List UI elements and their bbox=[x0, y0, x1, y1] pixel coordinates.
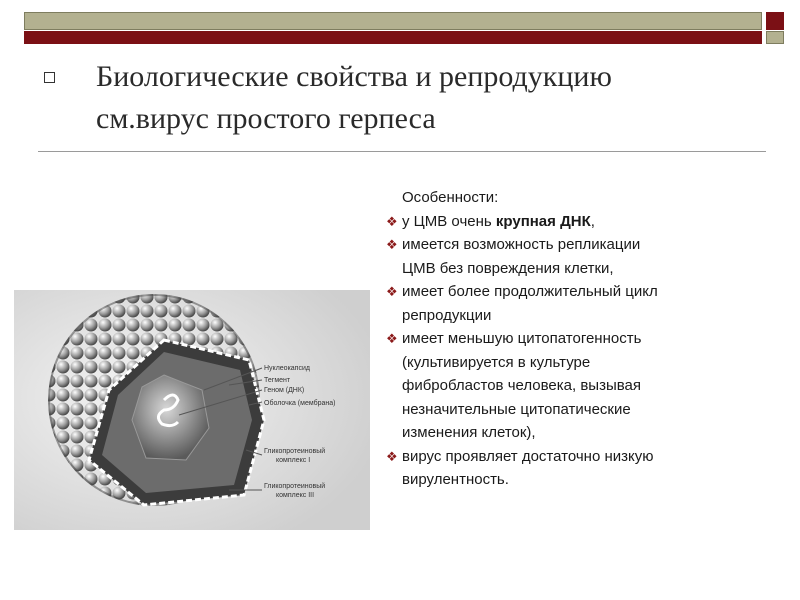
label-glyco3-line1: Гликопротеиновый bbox=[264, 483, 326, 490]
label-envelope: Оболочка (мембрана) bbox=[264, 400, 336, 407]
diamond-bullet-icon: ❖ bbox=[386, 448, 398, 464]
item-1-prefix: у ЦМВ очень bbox=[402, 212, 496, 230]
list-item bbox=[386, 445, 786, 492]
title-divider bbox=[38, 151, 766, 152]
item-3-line-1: имеет более продолжительный цикл bbox=[402, 283, 658, 300]
label-genome: Геном (ДНК) bbox=[264, 387, 305, 394]
square-bullet-icon bbox=[44, 72, 55, 83]
label-glyco1-line2: комплекс I bbox=[276, 457, 311, 464]
maroon-band bbox=[24, 31, 762, 44]
label-tegument: Тегмент bbox=[264, 377, 291, 384]
list-item bbox=[386, 233, 786, 280]
item-2-line-2: ЦМВ без повреждения клетки, bbox=[402, 259, 614, 277]
label-glyco3-line2: комплекс III bbox=[276, 492, 315, 499]
title-line-2: см.вирус простого герпеса bbox=[96, 102, 436, 135]
item-3-line-2: репродукции bbox=[402, 306, 492, 324]
diamond-bullet-icon: ❖ bbox=[386, 237, 398, 252]
title-line-1: Биологические свойства и репродукцию bbox=[96, 60, 612, 93]
list-item bbox=[386, 280, 786, 327]
diamond-bullet-icon: ❖ bbox=[386, 213, 398, 229]
features-list bbox=[386, 186, 786, 492]
item-1-bold: крупная ДНК bbox=[495, 212, 591, 230]
diamond-bullet-icon: ❖ bbox=[386, 331, 398, 346]
list-item bbox=[386, 327, 786, 445]
top-decoration bbox=[0, 0, 800, 46]
item-4-line-5: изменения клеток), bbox=[402, 424, 536, 441]
item-5-line-1: вирус проявляет достаточно низкую bbox=[402, 447, 654, 465]
features-heading: Особенности: bbox=[402, 189, 499, 206]
diamond-bullet-icon: ❖ bbox=[386, 284, 398, 299]
label-glyco1-line1: Гликопротеиновый bbox=[264, 448, 326, 455]
corner-square-top bbox=[766, 12, 784, 30]
slide-title bbox=[96, 56, 756, 140]
item-4-line-4: незначительные цитопатические bbox=[402, 400, 631, 418]
label-nucleocapsid: Нуклеокапсид bbox=[264, 365, 310, 372]
olive-band bbox=[24, 12, 762, 30]
list-item bbox=[386, 210, 786, 234]
virus-illustration bbox=[14, 290, 370, 530]
item-4-line-3: фибробластов человека, вызывая bbox=[402, 377, 641, 394]
item-5-line-2: вирулентность. bbox=[402, 471, 509, 488]
item-2-line-1: имеется возможность репликации bbox=[402, 236, 641, 253]
corner-square-bottom bbox=[766, 31, 784, 44]
item-4-line-2: (культивируется в культуре bbox=[402, 353, 591, 371]
item-1-suffix: , bbox=[590, 212, 595, 230]
item-4-line-1: имеет меньшую цитопатогенность bbox=[402, 330, 642, 347]
